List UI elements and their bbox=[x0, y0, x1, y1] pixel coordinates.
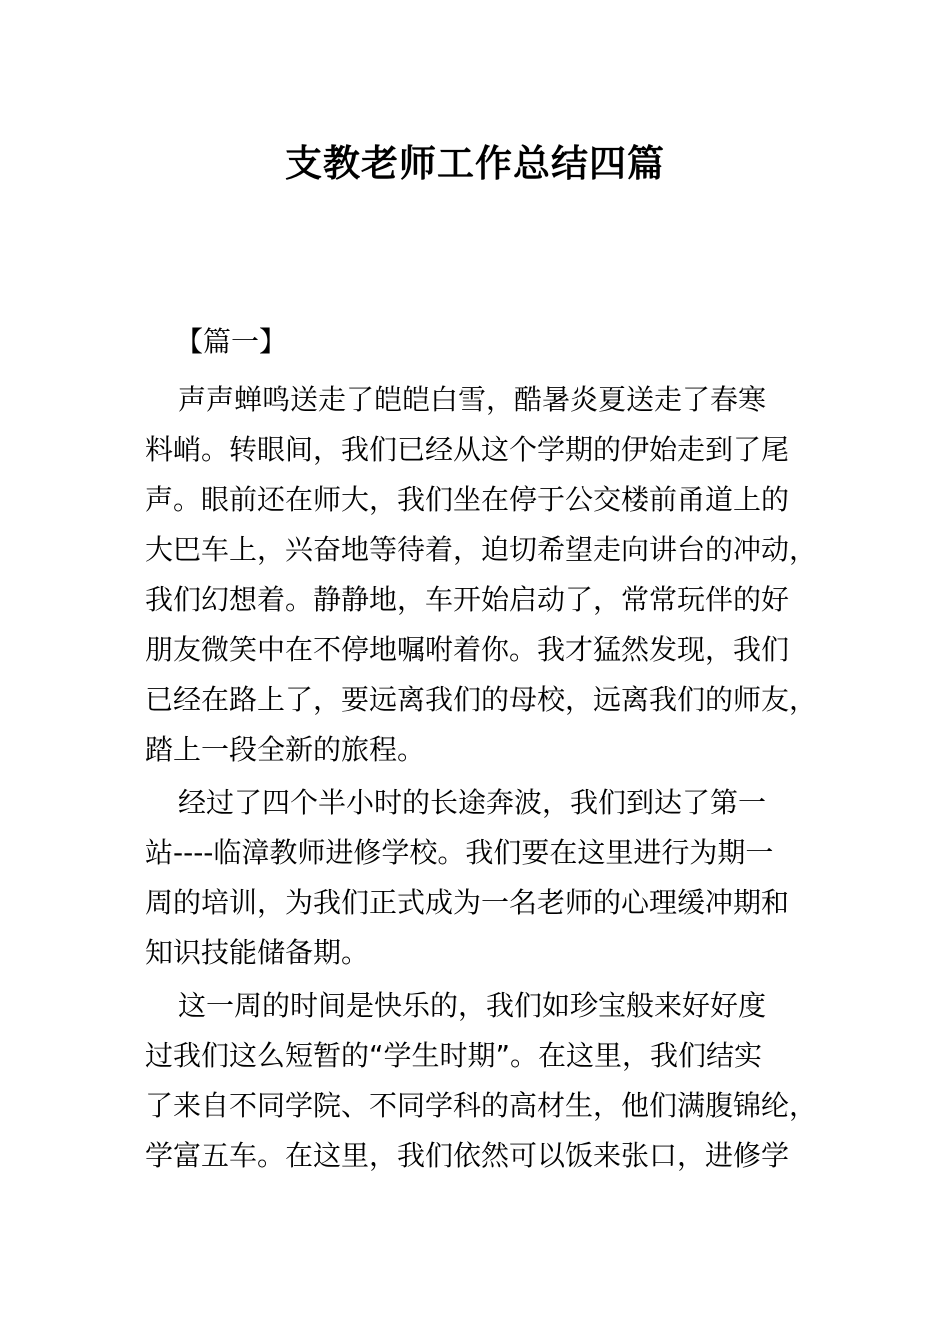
paragraph-line: 了来自不同学院、不同学科的高材生，他们满腹锦纶， bbox=[145, 1089, 818, 1122]
paragraph-line: 经过了四个半小时的长途奔波，我们到达了第一 bbox=[178, 786, 767, 819]
paragraph-line: 声声蝉鸣送走了皑皑白雪，酷暑炎夏送走了春寒 bbox=[178, 383, 767, 416]
paragraph-line: 这一周的时间是快乐的，我们如珍宝般来好好度 bbox=[178, 989, 767, 1022]
paragraph-line: 我们幻想着。静静地，车开始启动了，常常玩伴的好 bbox=[145, 583, 790, 616]
paragraph-line: 过我们这么短暂的“学生时期”。在这里，我们结实 bbox=[145, 1039, 763, 1072]
paragraph-line: 料峭。转眼间，我们已经从这个学期的伊始走到了尾 bbox=[145, 433, 790, 466]
paragraph-line: 声。眼前还在师大，我们坐在停于公交楼前甬道上的 bbox=[145, 483, 790, 516]
paragraph-line: 知识技能储备期。 bbox=[145, 936, 370, 969]
paragraph-line: 朋友微笑中在不停地嘱咐着你。我才猛然发现，我们 bbox=[145, 633, 790, 666]
paragraph-line: 学富五车。在这里，我们依然可以饭来张口，进修学 bbox=[145, 1139, 790, 1172]
document-title: 支教老师工作总结四篇 bbox=[285, 142, 665, 185]
paragraph-line: 踏上一段全新的旅程。 bbox=[145, 733, 426, 766]
paragraph-line: 周的培训，为我们正式成为一名老师的心理缓冲期和 bbox=[145, 886, 790, 919]
paragraph-line: 已经在路上了，要远离我们的母校，远离我们的师友， bbox=[145, 683, 818, 716]
paragraph-line: 站----临漳教师进修学校。我们要在这里进行为期一 bbox=[145, 836, 774, 869]
section-heading: 【篇一】 bbox=[175, 325, 288, 358]
paragraph-line: 大巴车上，兴奋地等待着，迫切希望走向讲台的冲动， bbox=[145, 533, 818, 566]
